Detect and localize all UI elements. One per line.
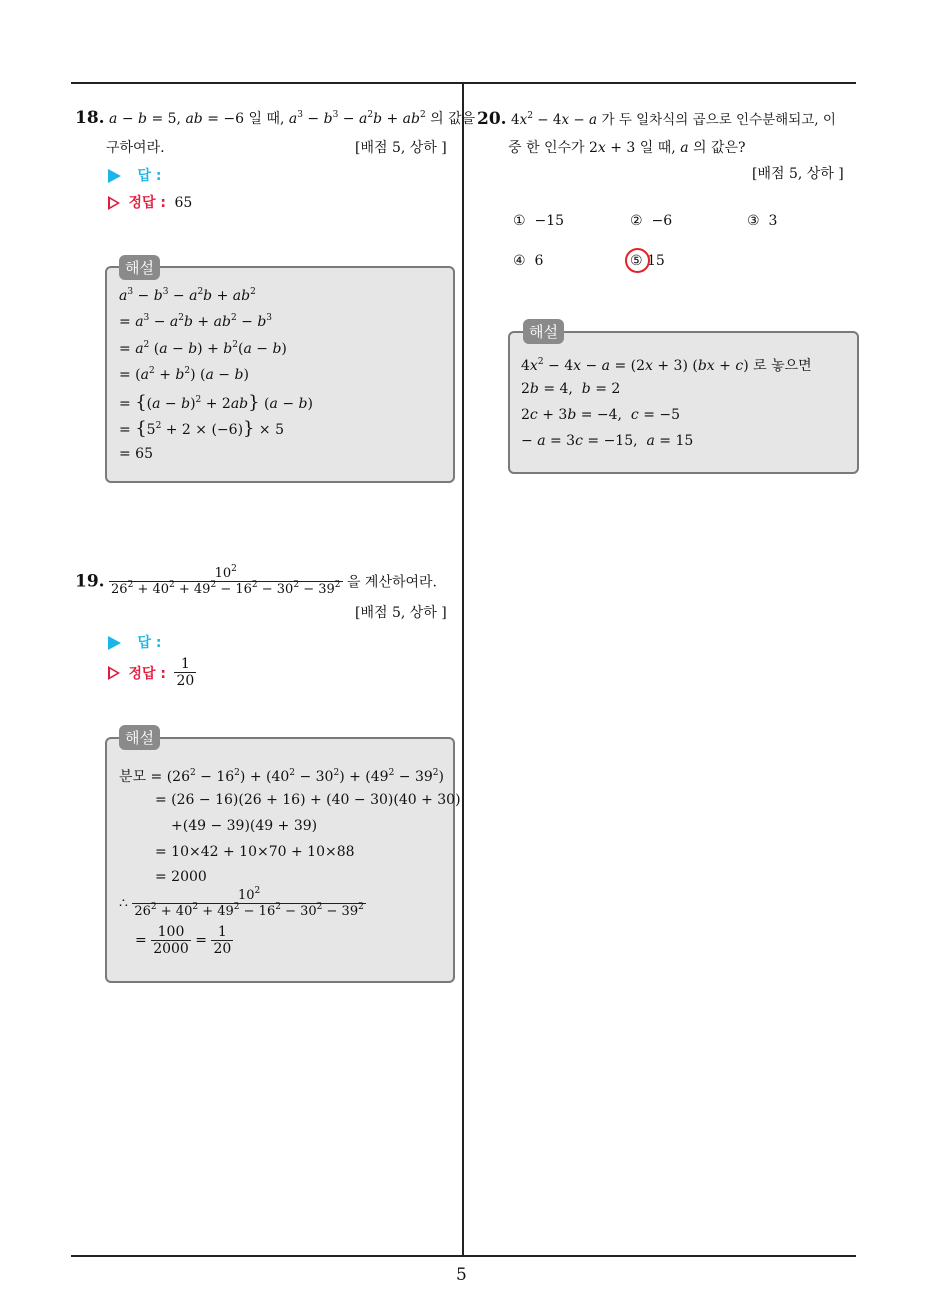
q20-sol-line1-suffix: 로 놓으면 xyxy=(753,358,812,374)
q18-stem-math: a − b = 5, ab = −6 일 때, $a^3 - b^3 - a^2b + ab^2$ 의 값을 xyxy=(109,110,476,127)
bottom-rule xyxy=(71,1255,856,1257)
q20-choice-2[interactable] xyxy=(630,213,672,229)
q19-jeongdap-row xyxy=(108,656,196,689)
q20-haeseol-tag: 해설 xyxy=(523,319,564,344)
q20-stem-text-a: 가 두 일차식의 곱으로 인수분해되고, 이 xyxy=(601,112,836,128)
q18-score: [배점 5, 상하 ] xyxy=(355,140,447,156)
red-triangle-icon xyxy=(108,196,120,210)
q18-sol-line2: = $a^3 - a^2b + ab^2 - b^3$ xyxy=(119,313,273,330)
red-triangle-icon xyxy=(108,666,120,680)
q19-fraction: $\frac{10^2}{26^2 + 40^2 + 49^2 - 16^2 - 30^2 - 39^2}$ xyxy=(111,564,341,597)
page-number: 5 xyxy=(456,1265,467,1285)
q19-jeongdap-label: 정답 : xyxy=(128,665,166,682)
q19-sol-line7: = $\frac{100}{2000}$ = $\frac{1}{20}$ xyxy=(135,924,232,957)
q19-answer-fraction xyxy=(174,656,196,689)
q20-stem-text-d: 의 값은? xyxy=(693,140,746,156)
q20-solution-box xyxy=(508,331,859,474)
q20-number: 20. xyxy=(477,109,507,129)
blue-triangle-icon xyxy=(108,636,121,650)
q18-jeongdap-row xyxy=(108,192,192,212)
top-rule xyxy=(71,82,856,84)
q19-sol-line2: = (26 − 16)(26 + 16) + (40 − 30)(40 + 30) xyxy=(155,792,461,808)
q19-number: 19. xyxy=(75,571,105,592)
q18-jeongdap-value: 65 xyxy=(174,195,193,211)
q20-score: [배점 5, 상하 ] xyxy=(752,166,844,182)
blue-triangle-icon xyxy=(108,169,121,183)
q18-sol-line7: = 65 xyxy=(119,446,153,462)
q18-dap-label: 답 : xyxy=(137,168,162,184)
choice-mark: ⑤ xyxy=(630,253,643,269)
q19-haeseol-tag: 해설 xyxy=(119,725,160,750)
q20-choice-3[interactable] xyxy=(747,213,777,229)
q20-question xyxy=(477,108,836,129)
q19-suffix: 을 계산하여라. xyxy=(346,574,437,591)
choice-value: 3 xyxy=(768,213,778,229)
choice-value: 6 xyxy=(534,253,544,269)
q19-sol-line6: ∴ $\frac{10^2}{26^2 + 40^2 + 49^2 - 16^2 - 30^2 - 39^2}$ xyxy=(119,886,364,919)
q19-bunmo: 분모 xyxy=(119,769,147,785)
q19-score: [배점 5, 상하 ] xyxy=(355,605,447,621)
q18-jeongdap-label: 정답 : xyxy=(128,195,166,211)
selected-answer-circle-icon xyxy=(625,248,650,273)
q20-stem-text-b: 중 한 인수가 xyxy=(508,140,585,156)
choice-value: −6 xyxy=(651,213,673,229)
q18-sol-line1: $a^3 - b^3 - a^2b + ab^2$ xyxy=(119,287,256,304)
q20-choice-1[interactable] xyxy=(513,213,564,229)
q19-sol-line3: +(49 − 39)(49 + 39) xyxy=(171,818,318,834)
choice-mark: ④ xyxy=(513,253,526,269)
q18-sol-line3: = $a^2$ $(a - b) + b^2(a - b)$ xyxy=(119,340,287,357)
q18-haeseol-tag: 해설 xyxy=(119,255,160,280)
column-divider xyxy=(462,83,464,1256)
q20-sol-line4: − a = 3c = −15, a = 15 xyxy=(521,433,694,449)
q18-sol-line4: = $(a^2 + b^2) (a - b)$ xyxy=(119,366,249,383)
q19-sol-line1: 분모 = $(26^2 - 16^2) + (40^2 - 30^2) + (49^2 - 39^2)$ xyxy=(119,768,444,785)
q19-dap-label: 답 : xyxy=(137,635,162,651)
q19-answer-num: 1 xyxy=(180,656,190,672)
q19-answer-den: 20 xyxy=(176,673,195,689)
q19-sol-line4: = 10×42 + 10×70 + 10×88 xyxy=(155,844,355,860)
choice-mark: ③ xyxy=(747,213,760,229)
q20-choice-4[interactable] xyxy=(513,253,543,269)
q20-stem-text-c: 일 때, xyxy=(639,140,676,156)
q18-stem-line2: 구하여라. xyxy=(106,140,165,156)
q19-question xyxy=(75,566,437,597)
q20-sol-line2: 2b = 4, b = 2 xyxy=(521,381,621,397)
choice-value: 15 xyxy=(647,253,665,269)
q20-sol-line3: 2c + 3b = −4, c = −5 xyxy=(521,407,681,423)
q19-sol-line5: = 2000 xyxy=(155,869,207,885)
choice-mark: ① xyxy=(513,213,526,229)
q20-sol-line1: $4x^2 - 4x - a = (2x + 3) (bx + c)$ 로 놓으면 xyxy=(521,357,812,374)
q18-sol-line6: = $\{5^2 + 2 \times (-6)\} \times 5$ xyxy=(119,418,285,439)
choice-value: −15 xyxy=(534,213,565,229)
q18-number: 18. xyxy=(75,108,105,128)
q20-stem-line2: 중 한 인수가 2x + 3 일 때, a 의 값은? xyxy=(508,140,746,156)
q18-answer-row xyxy=(108,165,161,185)
q19-answer-row xyxy=(108,632,161,652)
q18-question xyxy=(75,108,475,128)
q20-stem-math: $4x^2 - 4x - a$ xyxy=(511,111,598,128)
choice-mark: ② xyxy=(630,213,643,229)
q18-sol-line5: = $\{(a - b)^2 + 2ab\}$ (a − b) xyxy=(119,392,313,413)
